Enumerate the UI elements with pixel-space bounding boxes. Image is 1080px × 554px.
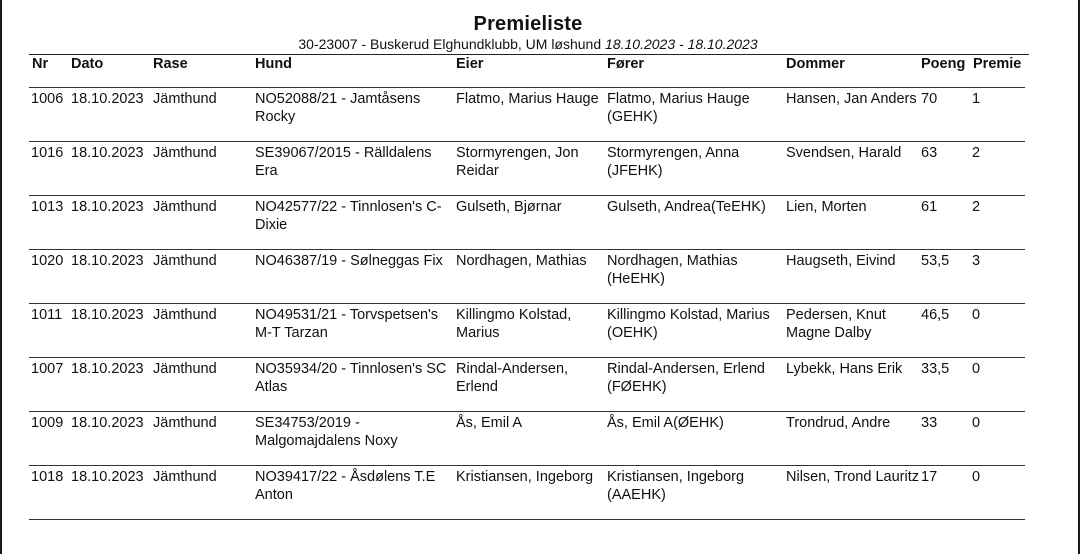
cell-forer: Kristiansen, Ingeborg (AAEHK) (607, 469, 745, 503)
table-row (2, 252, 1078, 306)
cell-hund: NO46387/19 - Sølneggas Fix (255, 253, 443, 269)
cell-eier: Nordhagen, Mathias (456, 253, 587, 269)
cell-dato: 18.10.2023 (71, 307, 144, 323)
cell-eier: Stormyrengen, Jon Reidar (456, 145, 579, 179)
cell-dommer: Lien, Morten (786, 199, 867, 215)
table-row (2, 90, 1078, 144)
cell-forer: Ås, Emil A(ØEHK) (607, 415, 724, 431)
table-header (29, 54, 1029, 89)
cell-dato: 18.10.2023 (71, 145, 144, 161)
cell-hund: NO39417/22 - Åsdølens T.E Anton (255, 469, 436, 503)
subtitle-main: 30-23007 - Buskerud Elghundklubb, UM løshund (298, 36, 606, 52)
header-premie: Premie (973, 56, 1022, 72)
cell-hund: NO52088/21 - Jamtåsens Rocky (255, 91, 421, 125)
row-divider (29, 357, 1025, 358)
cell-rase: Jämthund (153, 361, 217, 377)
cell-dato: 18.10.2023 (71, 199, 144, 215)
cell-dommer: Pedersen, Knut Magne Dalby (786, 307, 886, 341)
cell-hund: SE34753/2019 - Malgomajdalens Noxy (255, 415, 398, 449)
header-poeng: Poeng (921, 56, 966, 72)
cell-eier: Kristiansen, Ingeborg (456, 469, 594, 485)
cell-forer: Gulseth, Andrea(TeEHK) (607, 199, 766, 215)
row-divider (29, 465, 1025, 466)
cell-poeng: 33 (921, 415, 938, 431)
row-divider (29, 141, 1025, 142)
cell-eier: Killingmo Kolstad, Marius (456, 307, 572, 341)
cell-eier: Flatmo, Marius Hauge (456, 91, 599, 107)
cell-premie: 0 (972, 469, 981, 485)
cell-dommer: Hansen, Jan Anders (786, 91, 917, 107)
cell-nr: 1013 (31, 199, 64, 215)
row-divider (29, 249, 1025, 250)
cell-premie: 0 (972, 415, 981, 431)
cell-poeng: 53,5 (921, 253, 950, 269)
cell-premie: 2 (972, 145, 981, 161)
header-dato: Dato (71, 56, 104, 72)
cell-nr: 1020 (31, 253, 64, 269)
row-divider (29, 411, 1025, 412)
header-dommer: Dommer (786, 56, 845, 72)
cell-hund: NO42577/22 - Tinnlosen's C-Dixie (255, 199, 442, 233)
table-row (2, 414, 1078, 468)
cell-premie: 0 (972, 307, 981, 323)
table-row (2, 468, 1078, 522)
cell-rase: Jämthund (153, 415, 217, 431)
cell-eier: Rindal-Andersen, Erlend (456, 361, 569, 395)
cell-nr: 1009 (31, 415, 64, 431)
cell-dato: 18.10.2023 (71, 361, 144, 377)
header-nr: Nr (32, 56, 49, 72)
cell-poeng: 63 (921, 145, 938, 161)
cell-forer: Nordhagen, Mathias (HeEHK) (607, 253, 738, 287)
cell-hund: SE39067/2015 - Rälldalens Era (255, 145, 432, 179)
cell-nr: 1006 (31, 91, 64, 107)
header-forer: Fører (607, 56, 645, 72)
page-title: Premieliste (473, 13, 583, 35)
cell-dato: 18.10.2023 (71, 469, 144, 485)
row-divider (29, 519, 1025, 520)
cell-nr: 1011 (31, 307, 63, 323)
cell-eier: Ås, Emil A (456, 415, 523, 431)
cell-hund: NO49531/21 - Torvspetsen's M-T Tarzan (255, 307, 439, 341)
cell-poeng: 17 (921, 469, 938, 485)
cell-forer: Stormyrengen, Anna (JFEHK) (607, 145, 740, 179)
cell-rase: Jämthund (153, 253, 217, 269)
cell-dommer: Svendsen, Harald (786, 145, 902, 161)
cell-rase: Jämthund (153, 199, 217, 215)
table-row (2, 360, 1078, 414)
cell-dato: 18.10.2023 (71, 253, 144, 269)
cell-eier: Gulseth, Bjørnar (456, 199, 562, 215)
table-row (2, 198, 1078, 252)
cell-poeng: 33,5 (921, 361, 950, 377)
cell-dato: 18.10.2023 (71, 415, 144, 431)
header-rase: Rase (153, 56, 188, 72)
cell-forer: Killingmo Kolstad, Marius (OEHK) (607, 307, 770, 341)
cell-premie: 2 (972, 199, 981, 215)
cell-nr: 1018 (31, 469, 64, 485)
row-divider (29, 303, 1025, 304)
table-row (2, 144, 1078, 198)
cell-hund: NO35934/20 - Tinnlosen's SC Atlas (255, 361, 447, 395)
cell-dommer: Haugseth, Eivind (786, 253, 896, 269)
cell-nr: 1016 (31, 145, 64, 161)
row-divider (29, 87, 1025, 88)
cell-premie: 3 (972, 253, 981, 269)
cell-poeng: 70 (921, 91, 938, 107)
cell-dommer: Trondrud, Andre (786, 415, 891, 431)
cell-rase: Jämthund (153, 91, 217, 107)
cell-poeng: 61 (921, 199, 938, 215)
cell-dommer: Lybekk, Hans Erik (786, 361, 903, 377)
page-subtitle (2, 36, 1054, 52)
header-hund: Hund (255, 56, 293, 72)
table-row (2, 306, 1078, 360)
row-divider (29, 195, 1025, 196)
cell-rase: Jämthund (153, 307, 217, 323)
cell-nr: 1007 (31, 361, 64, 377)
subtitle-dates: 18.10.2023 - 18.10.2023 (605, 36, 758, 52)
cell-dommer: Nilsen, Trond Lauritz (786, 469, 919, 485)
cell-rase: Jämthund (153, 145, 217, 161)
cell-rase: Jämthund (153, 469, 217, 485)
cell-forer: Rindal-Andersen, Erlend (FØEHK) (607, 361, 765, 395)
header-eier: Eier (456, 56, 484, 72)
cell-poeng: 46,5 (921, 307, 950, 323)
cell-forer: Flatmo, Marius Hauge (GEHK) (607, 91, 750, 125)
cell-dato: 18.10.2023 (71, 91, 144, 107)
cell-premie: 1 (972, 91, 981, 107)
cell-premie: 0 (972, 361, 981, 377)
document-page (2, 0, 1078, 554)
